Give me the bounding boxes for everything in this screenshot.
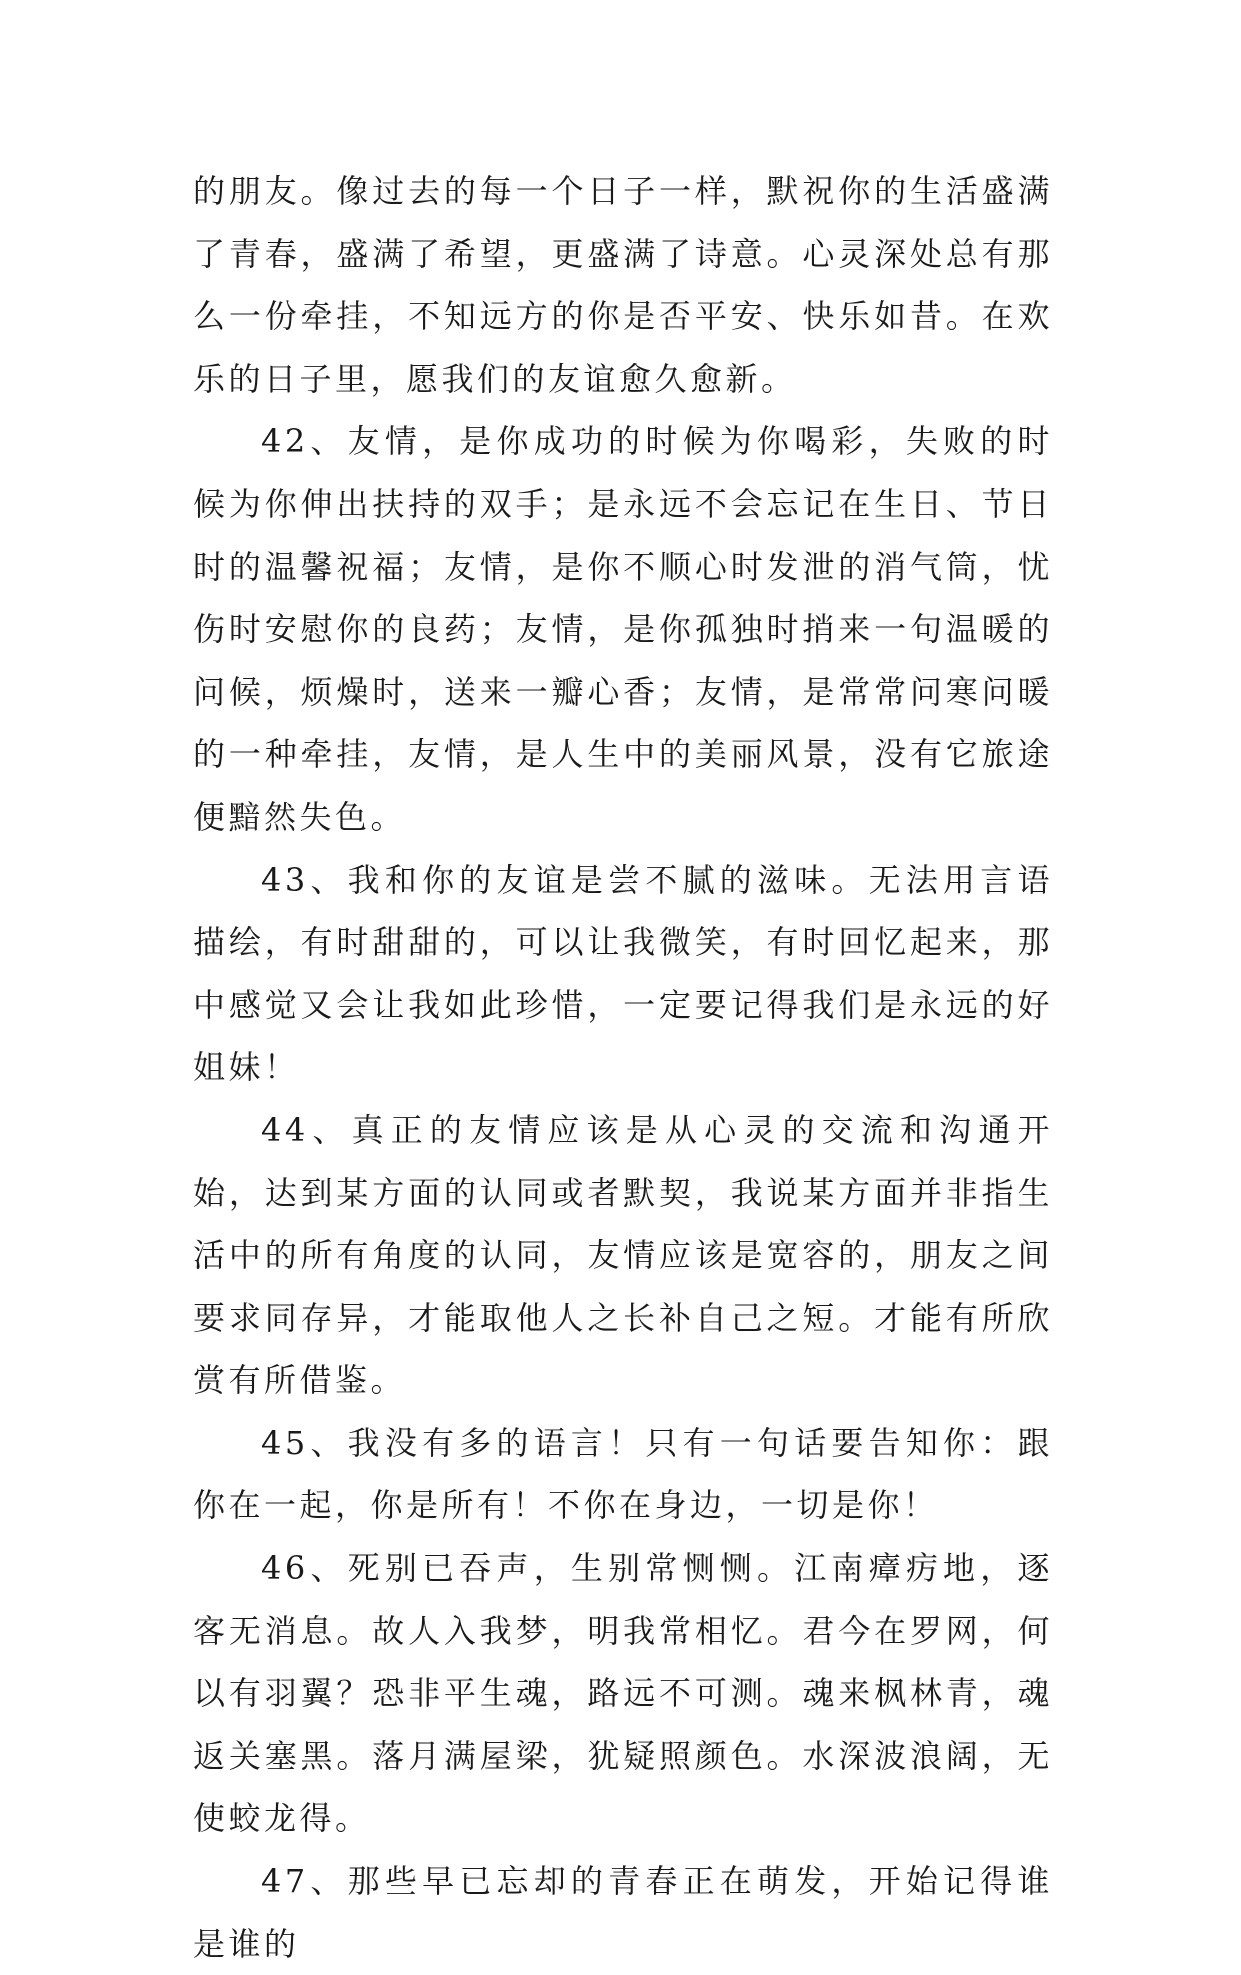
paragraph-43: 43、我和你的友谊是尝不腻的滋味。无法用言语描绘，有时甜甜的，可以让我微笑，有时回忆起来，那中感觉又会让我如此珍惜，一定要记得我们是永远的好姐妹！ <box>193 860 1053 1087</box>
paragraph-41-continued: 的朋友。像过去的每一个日子一样，默祝你的生活盛满了青春，盛满了希望，更盛满了诗意。心灵深处总有那么一份牵挂，不知远方的你是否平安、快乐如昔。在欢乐的日子里，愿我们的友谊愈久愈新。 <box>193 172 1053 398</box>
paragraph-44: 44、真正的友情应该是从心灵的交流和沟通开始，达到某方面的认同或者默契，我说某方面并非指生活中的所有角度的认同，友情应该是宽容的，朋友之间要求同存异，才能取他人之长补自己之短。才能有所欣赏有所借鉴。 <box>193 1110 1053 1400</box>
paragraph-42: 42、友情，是你成功的时候为你喝彩，失败的时候为你伸出扶持的双手；是永远不会忘记在生日、节日时的温馨祝福；友情，是你不顺心时发泄的消气筒，忧伤时安慰你的良药；友情，是你孤独时捎来一句温暖的问候，烦燥时，送来一瓣心香；友情，是常常问寒问暖的一种牵挂，友情，是人生中的美丽风景，没有它旅途便黯然失色。 <box>193 422 1053 836</box>
paragraph-47: 47、那些早已忘却的青春正在萌发，开始记得谁是谁的 <box>193 1862 1053 1963</box>
paragraph-46: 46、死别已吞声，生别常恻恻。江南瘴疠地，逐客无消息。故人入我梦，明我常相忆。君今在罗网，何以有羽翼？恐非平生魂，路远不可测。魂来枫林青，魂返关塞黑。落月满屋梁，犹疑照颜色。水深波浪阔，无使蛟龙得。 <box>193 1549 1053 1838</box>
paragraph-45: 45、我没有多的语言！只有一句话要告知你：跟你在一起，你是所有！不你在身边，一切是你！ <box>193 1423 1053 1525</box>
body-text <box>193 160 1053 1975</box>
